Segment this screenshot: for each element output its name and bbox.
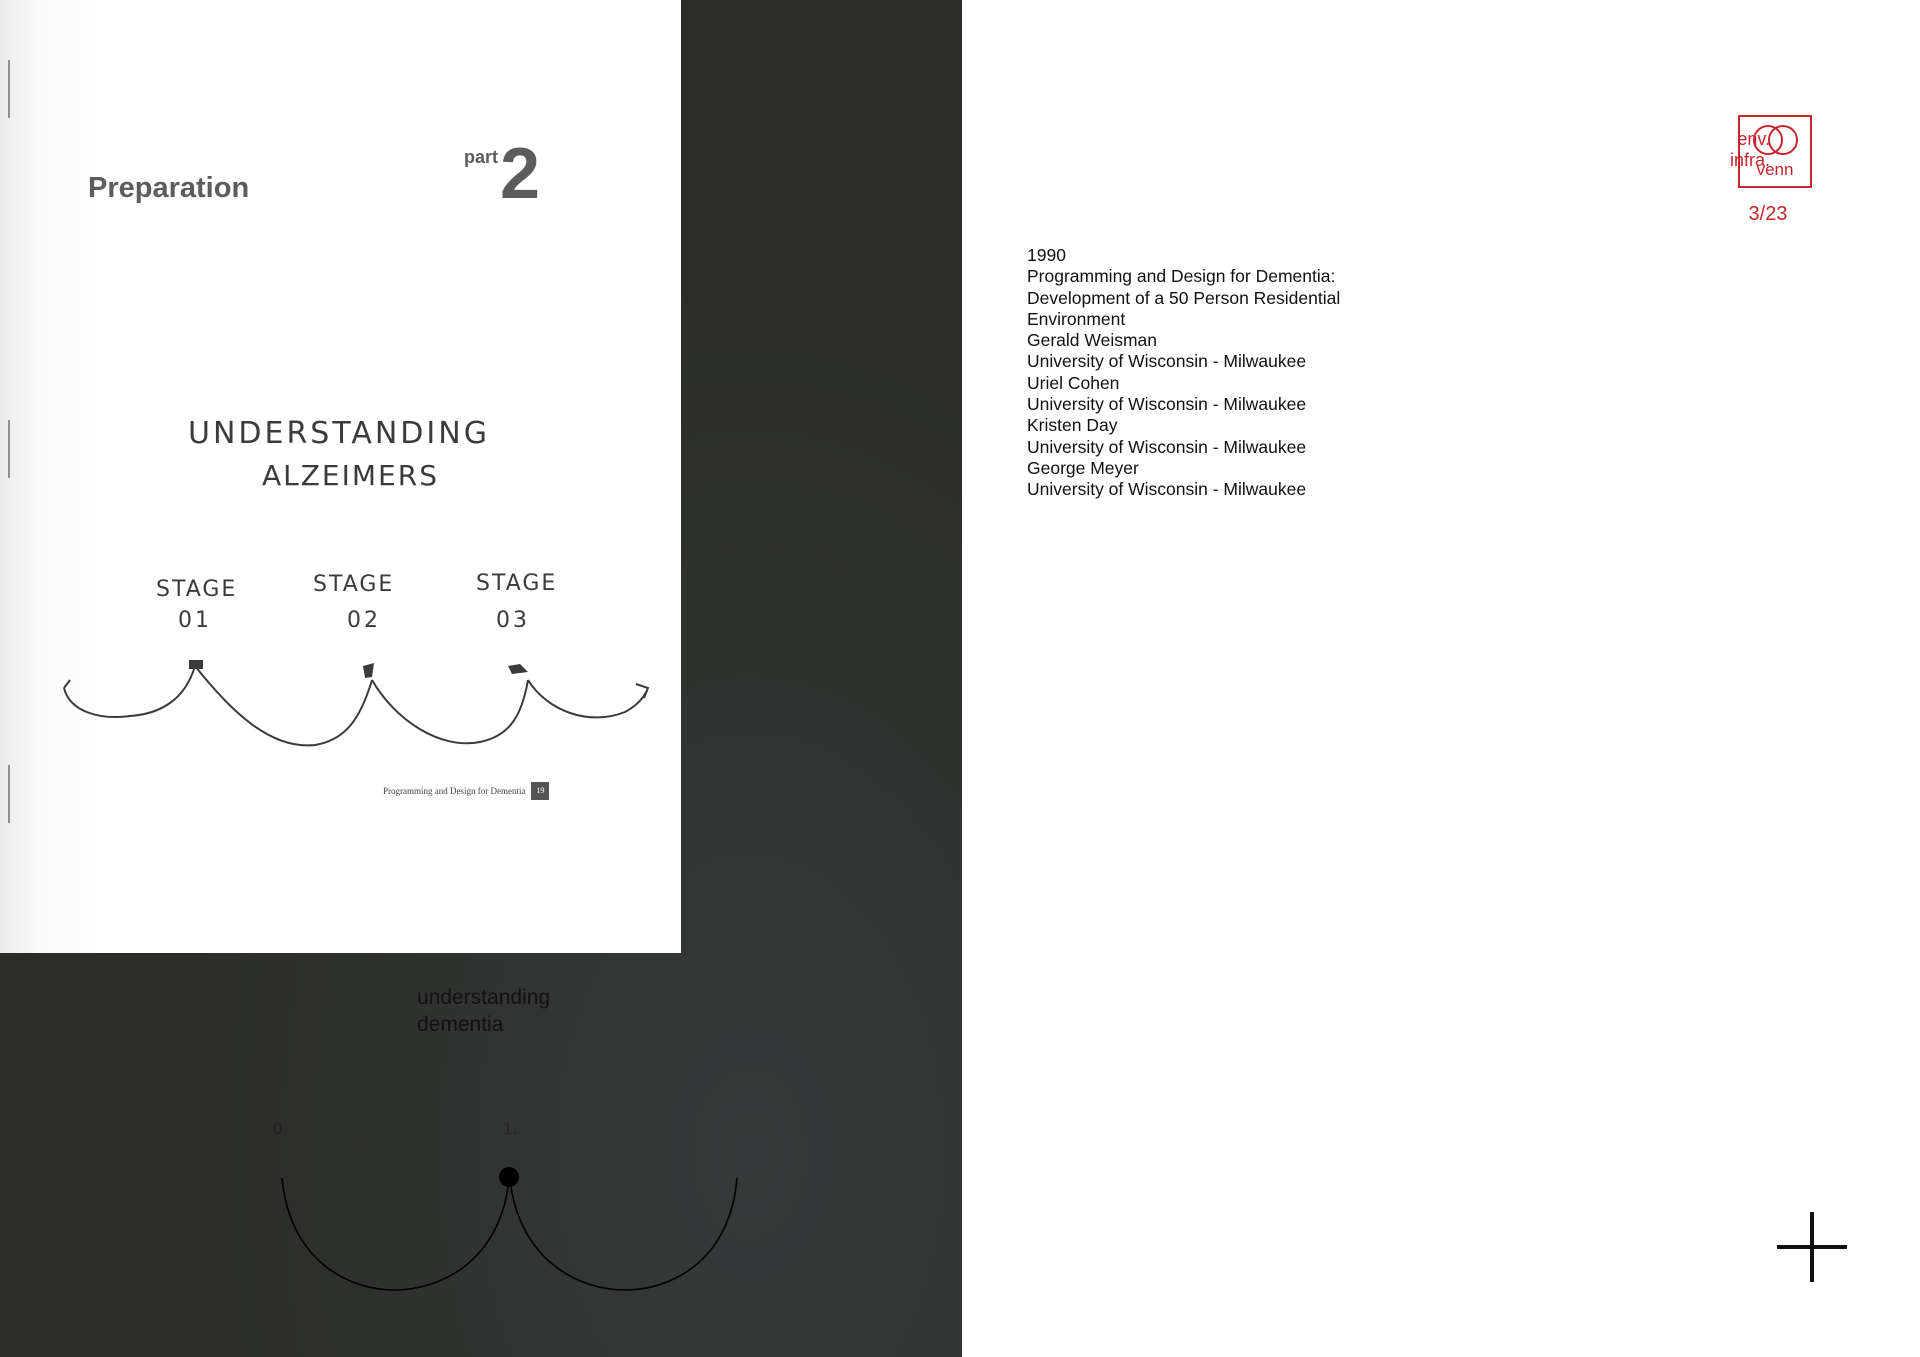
bib-author: Gerald Weisman [1027,330,1158,351]
arc-segment [282,1178,509,1290]
bib-title: Development of a 50 Person Residential [1027,287,1341,308]
bib-affiliation: University of Wisconsin - Milwaukee [1027,436,1307,457]
brand-line2: infra. [1729,150,1770,170]
booklet-heading: Preparation [88,172,250,204]
stage-2-word: STAGE [313,572,395,597]
tick-label-1: 1. [503,1119,518,1138]
stage-1-word: STAGE [156,577,238,602]
tick-label-0: 0. [273,1119,288,1138]
page-counter: 3/23 [1748,203,1788,225]
part-label: part [464,147,499,167]
arc-segment [510,1178,737,1290]
bib-affiliation: University of Wisconsin - Milwaukee [1027,479,1307,500]
bib-affiliation: University of Wisconsin - Milwaukee [1027,394,1307,415]
part-number: 2 [500,134,541,214]
plus-icon[interactable] [1777,1212,1847,1282]
current-stage-dot [499,1167,519,1187]
brand-line1: env. [1737,129,1770,149]
handwritten-title-line2: ALZEIMERS [262,459,439,492]
bib-author: Kristen Day [1027,415,1118,436]
caption-line2: dementia [417,1013,504,1036]
bibliography [1027,245,1340,501]
caption-line1: understanding [417,986,551,1009]
venn-logo-box [1738,115,1812,188]
bib-title: Environment [1027,308,1126,329]
stage-2-number: 02 [347,608,381,633]
stage-3-number: 03 [496,608,530,633]
folio-number: 19 [531,782,549,800]
venn-label: venn [1756,160,1794,179]
stage-1-number: 01 [178,608,212,633]
handwritten-title-line1: UNDERSTANDING [188,416,490,451]
booklet-footer-text: Programming and Design for Dementia [383,786,526,796]
stage-3-word: STAGE [476,571,558,596]
venn-diagram-icon [1740,117,1810,161]
bib-year: 1990 [1027,245,1066,265]
bib-affiliation: University of Wisconsin - Milwaukee [1027,351,1307,372]
bib-author: George Meyer [1027,457,1139,478]
bib-title: Programming and Design for Dementia: [1027,266,1336,287]
bib-author: Uriel Cohen [1027,372,1120,393]
